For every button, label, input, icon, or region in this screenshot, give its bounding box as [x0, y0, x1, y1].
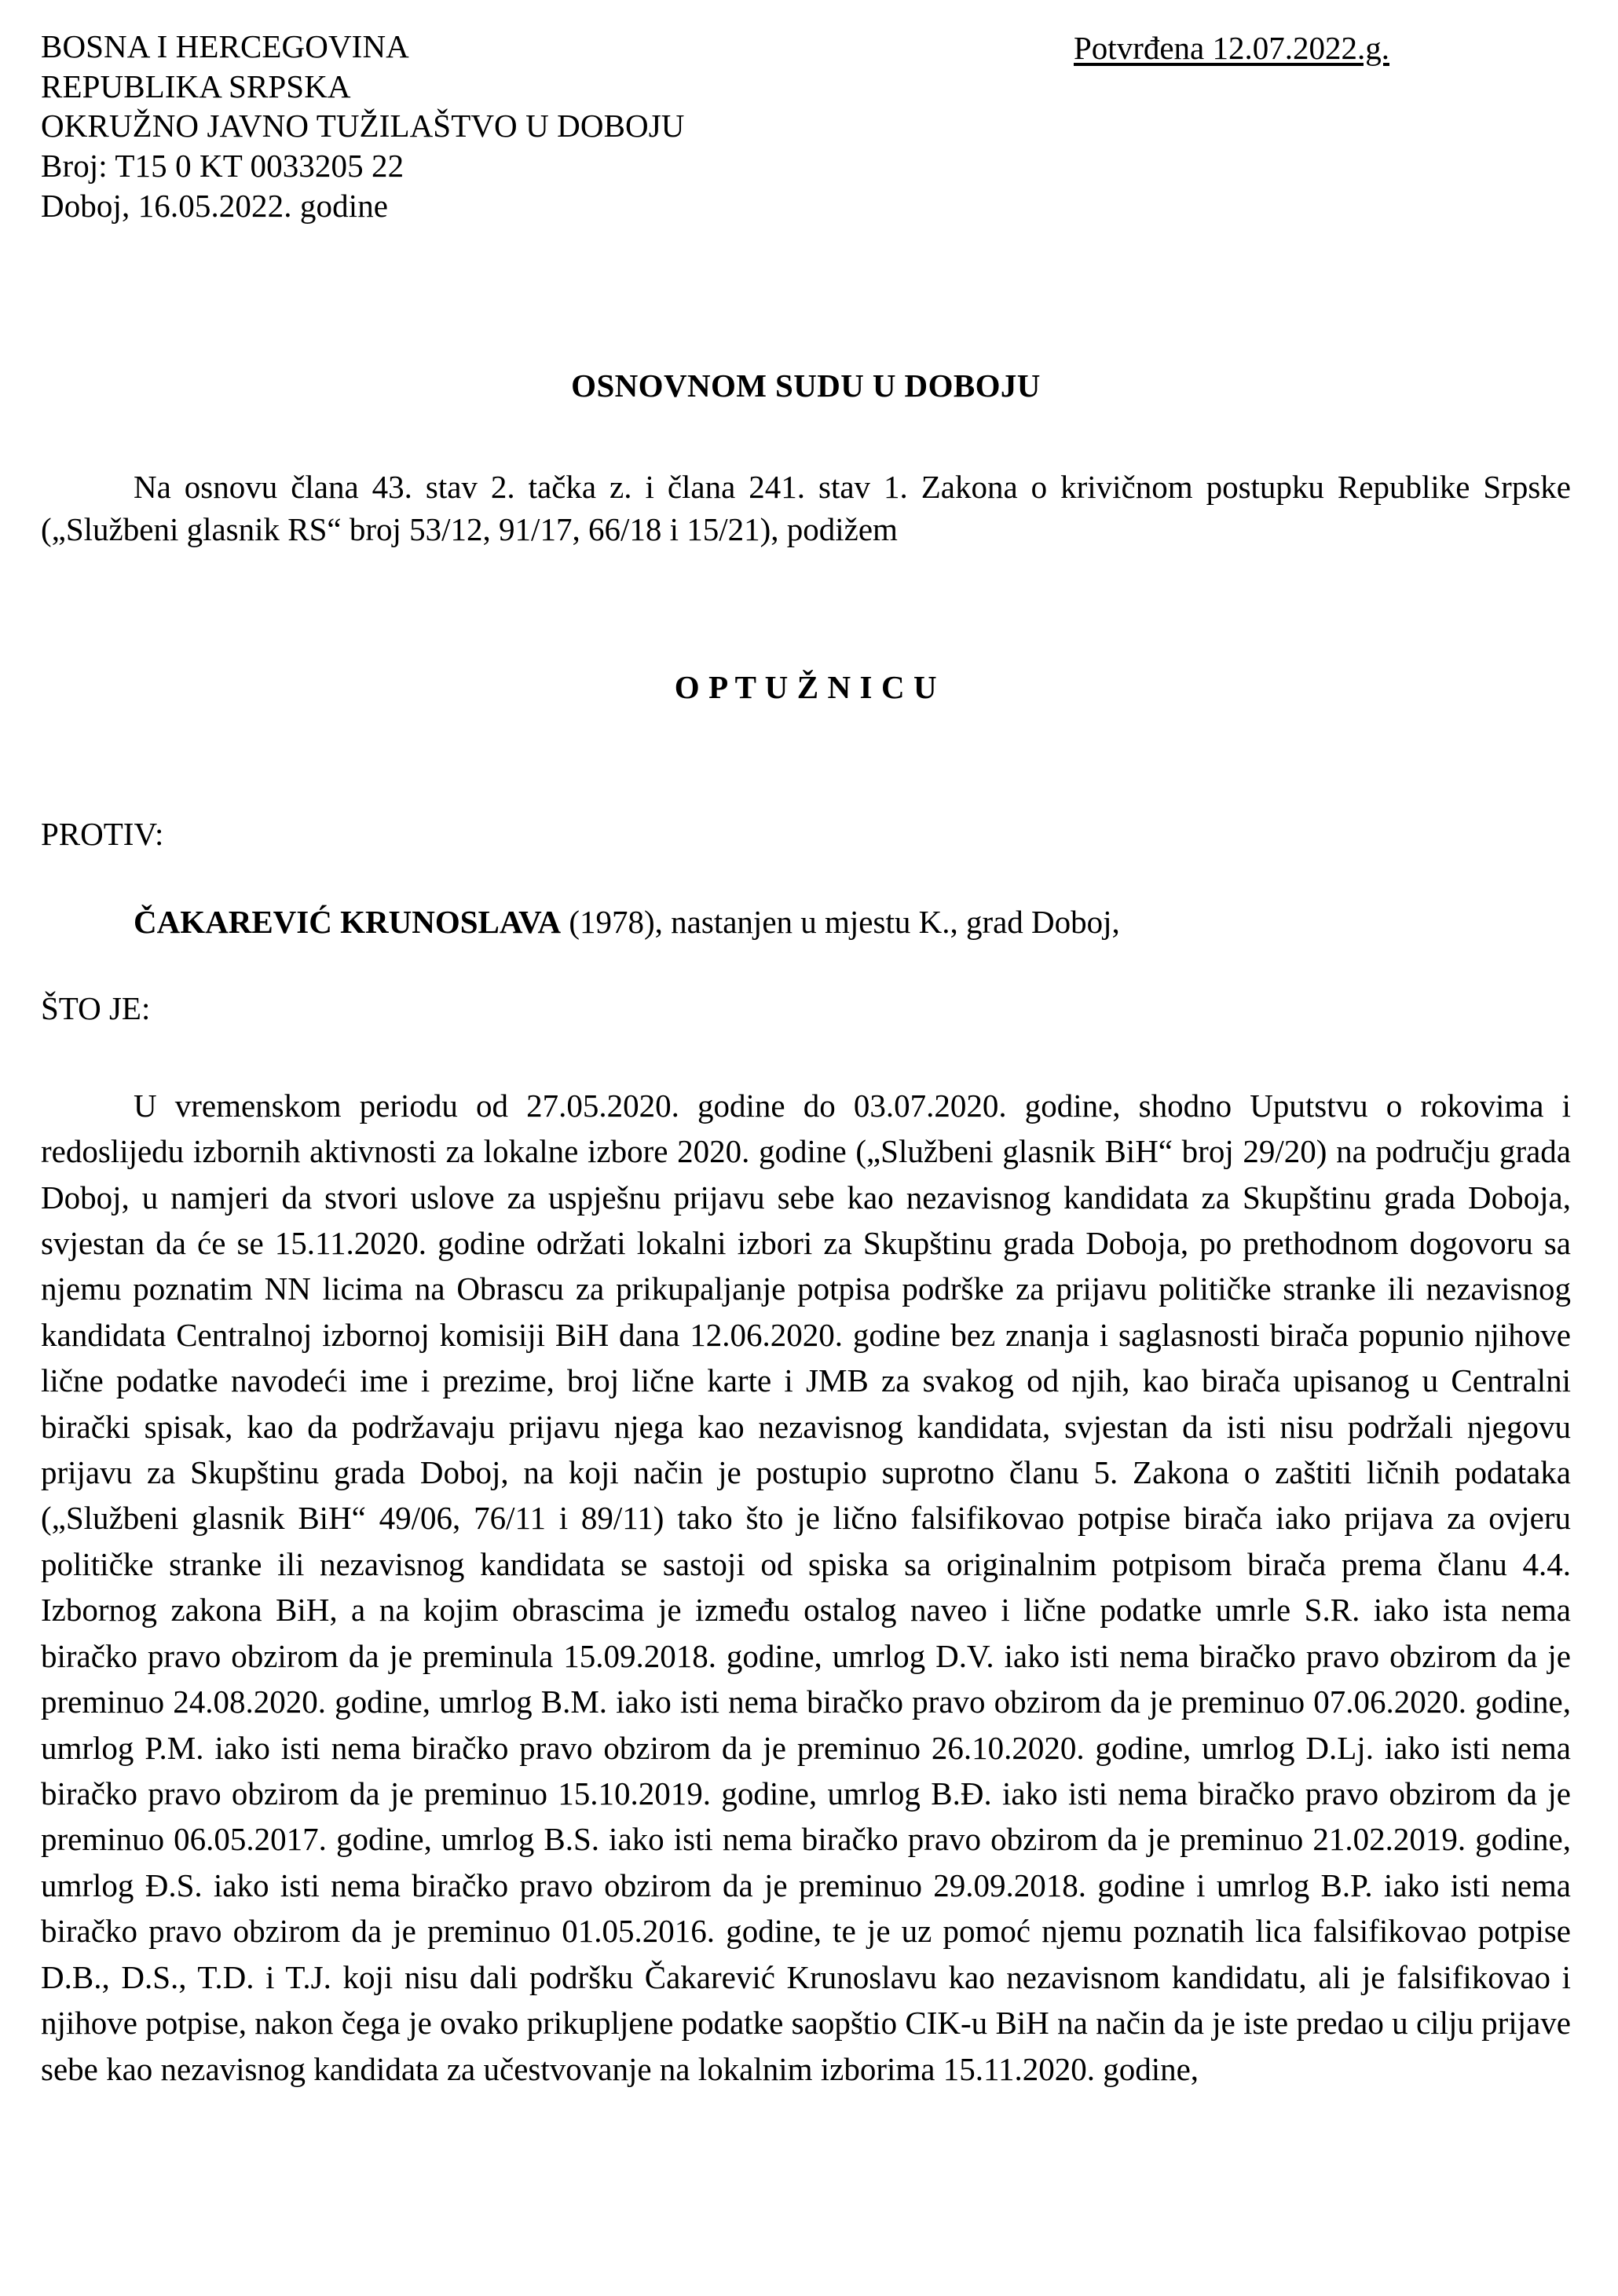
- letterhead-line-country: BOSNA I HERCEGOVINA: [41, 28, 409, 64]
- letterhead-line-entity: REPUBLIKA SRPSKA: [41, 68, 351, 104]
- accused-name: ČAKAREVIĆ KRUNOSLAVA: [134, 904, 562, 941]
- accused-person: [134, 901, 1571, 943]
- legal-basis-paragraph: Na osnovu člana 43. stav 2. tačka z. i člana 241. stav 1. Zakona o krivičnom postupku Republike Srpske („Službeni glasnik RS“ broj 53/12, 91/17, 66/18 i 15/21), podižem: [41, 469, 1571, 548]
- letterhead-line-office: OKRUŽNO JAVNO TUŽILAŠTVO U DOBOJU: [41, 108, 685, 144]
- letterhead: [41, 27, 1571, 225]
- against-label: PROTIV:: [41, 816, 164, 853]
- letterhead-line-place-date: Doboj, 16.05.2022. godine: [41, 187, 389, 224]
- who-label: ŠTO JE:: [41, 989, 151, 1026]
- facts-paragraph: U vremenskom periodu od 27.05.2020. godine do 03.07.2020. godine, shodno Uputstvu o rokovima i redoslijedu izbornih aktivnosti za lokalne izbore 2020. godine („Službeni glasnik BiH“ broj 29/20) na području grada Doboj, u namjeri da stvori uslove za uspješnu prijavu sebe kao nezavisnog kandidata za Skupštinu grada Doboja, svjestan da će se 15.11.2020. godine održati lokalni izbori za Skupštinu grada Doboja, po prethodnom dogovoru sa njemu poznatim NN licima na Obrascu za prikupaljanje potpisa podrške za prijavu političke stranke ili nezavisnog kandidata Centralnoj izbornoj komisiji BiH dana 12.06.2020. godine bez znanja i saglasnosti birača popunio njihove lične podatke navodeći ime i prezime, broj lične karte i JMB za svakog od njih, kao birača upisanog u Centralni birački spisak, kao da podržavaju prijavu njega kao nezavisnog kandidata, svjestan da isti nisu podržali njegovu prijavu za Skupštinu grada Doboj, na koji način je postupio suprotno članu 5. Zakona o zaštiti ličnih podataka („Službeni glasnik BiH“ 49/06, 76/11 i 89/11) tako što je lično falsifikovao potpise birača iako prijava za ovjeru političke stranke ili nezavisnog kandidata se sastoji od spiska sa originalnim potpisom birača prema članu 4.4. Izbornog zakona BiH, a na kojim obrascima je između ostalog naveo i lične podatke umrle S.R. iako ista nema biračko pravo obzirom da je preminula 15.09.2018. godine, umrlog D.V. iako isti nema biračko pravo obzirom da je preminuo 24.08.2020. godine, umrlog B.M. iako isti nema biračko pravo obzirom da je preminuo 07.06.2020. godine, umrlog P.M. iako isti nema biračko pravo obzirom da je preminuo 26.10.2020. godine, umrlog D.Lj. iako isti nema biračko pravo obzirom da je preminuo 15.10.2019. godine, umrlog B.Đ. iako isti nema biračko pravo obzirom da je preminuo 06.05.2017. godine, umrlog B.S. iako isti nema biračko pravo obzirom da je preminuo 21.02.2019. godine, umrlog Đ.S. iako isti nema biračko pravo obzirom da je preminuo 29.09.2018. godine i umrlog B.P. iako isti nema biračko pravo obzirom da je preminuo 01.05.2016. godine, te je uz pomoć njemu poznatih lica falsifikovao potpise D.B., D.S., T.D. i T.J. koji nisu dali podršku Čakarević Krunoslavu kao nezavisnom kandidatu, ali je falsifikovao i njihove potpise, nakon čega je ovako prikupljene podatke saopštio CIK-u BiH na način da je iste predao u cilju prijave sebe kao nezavisnog kandidata za učestvovanje na lokalnim izborima 15.11.2020. godine,: [41, 1087, 1571, 2087]
- letterhead-line-case-number: Broj: T15 0 KT 0033205 22: [41, 147, 404, 184]
- accused-details: (1978), nastanjen u mjestu K., grad Doboj,: [561, 904, 1120, 941]
- indictment-title: O P T U Ž N I C U: [674, 669, 938, 706]
- confirmation-stamp: Potvrđena 12.07.2022.g.: [1074, 30, 1389, 66]
- addressee-court-title: OSNOVNOM SUDU U DOBOJU: [571, 367, 1041, 404]
